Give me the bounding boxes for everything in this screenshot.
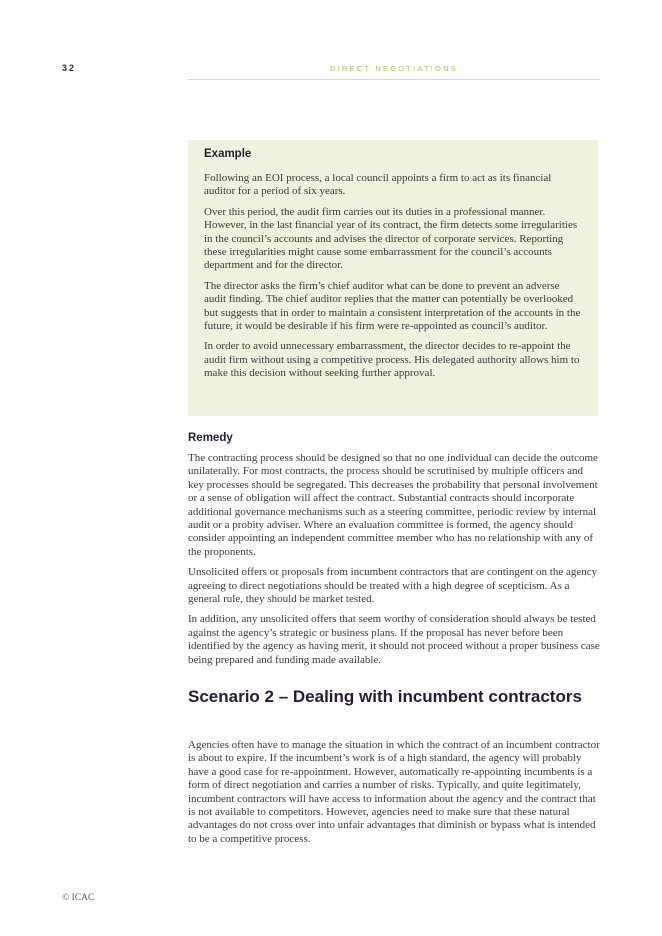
- scenario-heading-block: [188, 686, 600, 707]
- header-divider: [188, 79, 600, 80]
- page-number: 32: [62, 63, 77, 73]
- remedy-section: [188, 431, 600, 674]
- example-paragraph: Following an EOI process, a local council appoints a firm to act as its financial auditor for a period of six years.: [204, 172, 552, 198]
- example-paragraph: The director asks the firm’s chief auditor what can be done to prevent an adverse audit finding. The chief auditor replies that the matter can potentially be overlooked but suggests that in order to maintain a consistent interpretation of the accounts in the future, it would be desirable if his firm were re-appointed as council’s auditor.: [204, 279, 581, 333]
- scenario-section: [188, 739, 600, 853]
- running-header: DIRECT NEGOTIATIONS: [330, 64, 458, 73]
- remedy-paragraph: In addition, any unsolicited offers that seem worthy of consideration should always be tested against the agency’s strategic or business plans. If the proposal has never before been identified by the agency as having merit, it should not proceed without a proper business case being prepared and funding made available.: [188, 613, 600, 666]
- example-paragraph: Over this period, the audit firm carries out its duties in a professional manner. However, in the last financial year of its contract, the firm detects some irregularities in the council’s accounts and advises the director of corporate services. Reporting these irregularities might cause some embarrassment for the council’s accounts department and for the director.: [204, 205, 578, 272]
- copyright-footer: © ICAC: [62, 893, 95, 903]
- remedy-paragraph: The contracting process should be designed so that no one individual can decide the outcome unilaterally. For most contracts, the process should be scrutinised by multiple officers and key processes should be segregated. This decreases the probability that personal involvement or a sense of obligation will affect the contract. Substantial contracts should incorporate additional governance mechanisms such as a steering committee, periodic review by internal audit or a probity adviser. Where an evaluation committee is formed, the agency should consider appointing an independent committee member who has no relationship with any of the proponents.: [188, 452, 598, 558]
- remedy-paragraph: Unsolicited offers or proposals from incumbent contractors that are contingent on the agency agreeing to direct negotiations should be treated with a high degree of scepticism. As a general rule, they should be market tested.: [188, 566, 598, 606]
- example-heading: Example: [204, 148, 252, 160]
- scenario-paragraph: Agencies often have to manage the situation in which the contract of an incumbent contractor is about to expire. If the incumbent’s work is of a high standard, the agency will probably have a good case for re-appointment. However, automatically re-appointing incumbents is a form of direct negotiation and carries a number of risks. Typically, and quite legitimately, incumbent contractors will have access to information about the agency and the contract that is not available to competitors. However, agencies need to make sure that these natural advantages do not cross over into unfair advantages that diminish or bypass what is intended to be a competitive process.: [188, 739, 600, 845]
- example-box: [188, 140, 598, 416]
- scenario-heading: Scenario 2 – Dealing with incumbent contractors: [188, 687, 582, 706]
- example-paragraph: In order to avoid unnecessary embarrassment, the director decides to re-appoint the audit firm without using a competitive process. His delegated authority allows him to make this decision without seeking further approval.: [204, 340, 580, 380]
- remedy-heading: Remedy: [188, 432, 233, 444]
